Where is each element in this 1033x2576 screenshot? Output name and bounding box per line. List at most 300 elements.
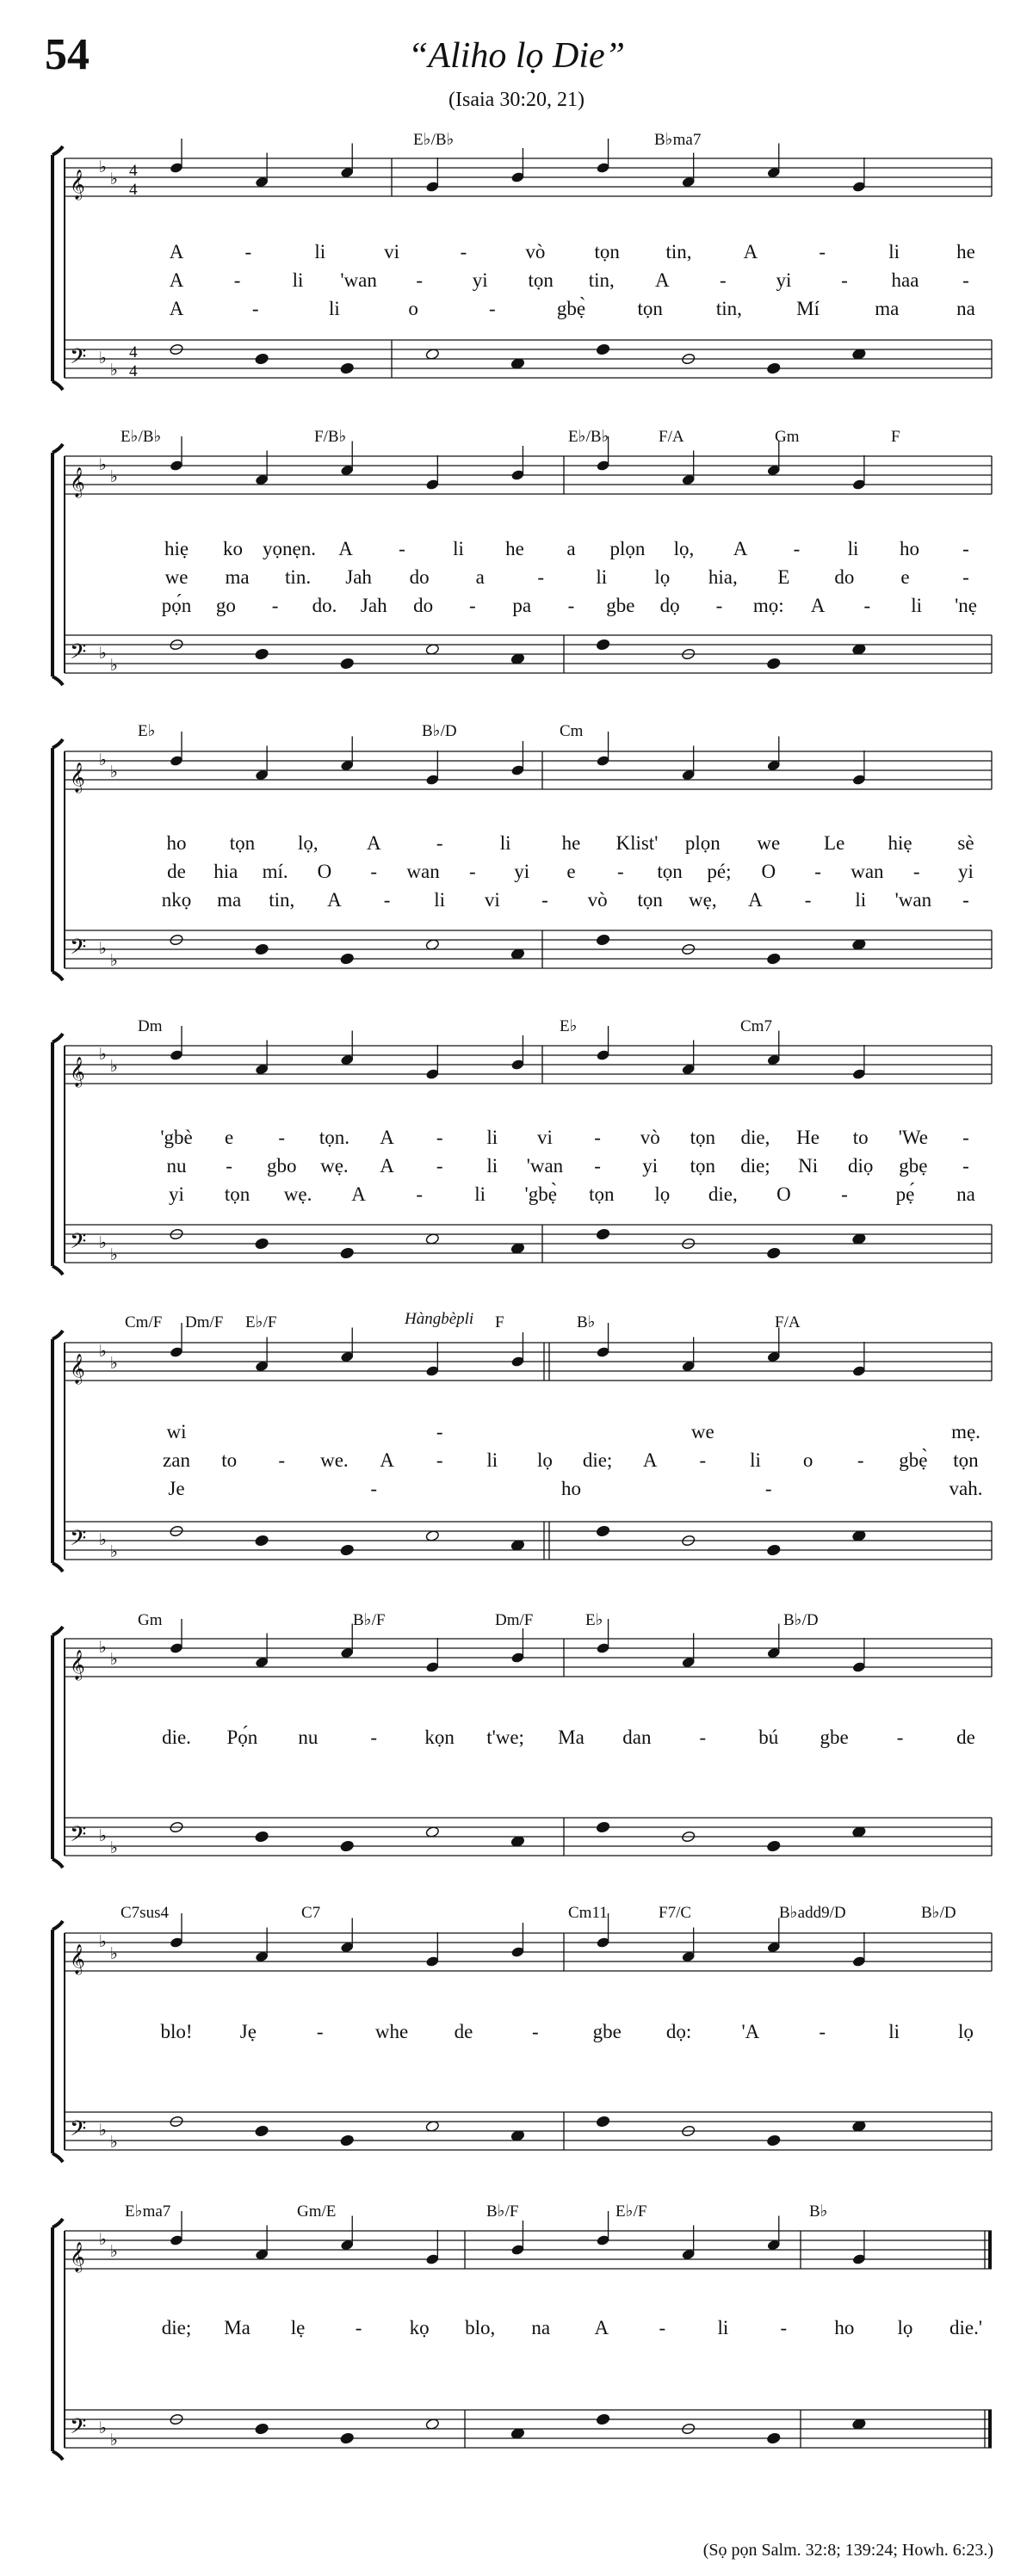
lyric-syllable: A xyxy=(733,538,748,559)
lyric-syllable: A xyxy=(594,2317,609,2338)
lyric-syllable: li xyxy=(486,1155,498,1177)
lyric-syllable: A xyxy=(380,1449,394,1471)
key-signature-flat: ♭ xyxy=(99,2231,107,2249)
lyric-syllable: he xyxy=(505,538,524,559)
lyric-syllable: ma xyxy=(217,889,242,911)
lyric-syllable: - xyxy=(436,1127,443,1148)
chord-symbol: E♭/F xyxy=(615,2202,647,2221)
notehead xyxy=(596,934,610,946)
lyric-syllable: ko xyxy=(223,538,243,559)
lyric-syllable: mọ: xyxy=(752,595,784,616)
lyric-syllable: 'gbẹ̀ xyxy=(524,1183,557,1205)
lyric-syllable: 'We xyxy=(898,1127,928,1148)
system-bracket xyxy=(53,1331,63,1572)
lyric-syllable: Ni xyxy=(798,1155,819,1177)
lyric-syllable: zan xyxy=(163,1449,190,1471)
lyric-syllable: tọn xyxy=(637,889,663,911)
bass-clef: 𝄢 xyxy=(70,1823,87,1851)
treble-staff xyxy=(65,1046,992,1084)
lyric-syllable: O xyxy=(317,861,332,882)
lyric-syllable: tọn xyxy=(657,861,683,882)
lyric-syllable: A xyxy=(169,241,184,263)
key-signature-flat: ♭ xyxy=(99,349,107,368)
lyric-syllable: o xyxy=(408,298,418,319)
chord-symbol: E♭/B♭ xyxy=(121,428,162,446)
lyric-syllable: He xyxy=(796,1127,820,1148)
lyric-syllable: - xyxy=(814,861,821,882)
bass-staff xyxy=(65,1818,992,1856)
lyric-syllable: - xyxy=(962,269,969,291)
chord-symbol: Cm7 xyxy=(740,1017,772,1035)
lyric-syllable: e xyxy=(566,861,576,882)
hymn-title: “Aliho lọ Die” xyxy=(407,36,626,76)
lyric-syllable: na xyxy=(956,1183,975,1205)
lyric-syllable: - xyxy=(857,1449,864,1471)
bass-staff xyxy=(65,2410,992,2448)
key-signature-flat: ♭ xyxy=(110,468,118,486)
bass-clef: 𝄢 xyxy=(70,2117,87,2146)
lyric-syllable: tọn xyxy=(690,1127,716,1148)
lyric-syllable: tọn xyxy=(528,269,554,291)
lyric-syllable: li xyxy=(486,1449,498,1471)
chord-symbol: F/A xyxy=(775,1313,801,1331)
chord-symbol: F/A xyxy=(659,428,684,446)
lyric-syllable: - xyxy=(819,2021,826,2042)
lyric-syllable: - xyxy=(271,595,279,616)
lyric-syllable: na xyxy=(531,2317,551,2338)
lyric-syllable: gbẹ̀ xyxy=(899,1449,928,1471)
chord-symbol: Dm/F xyxy=(185,1313,224,1331)
lyric-syllable: blo, xyxy=(465,2317,496,2338)
key-signature-flat: ♭ xyxy=(99,1933,107,1951)
lyric-syllable: - xyxy=(699,1727,707,1748)
lyric-syllable: yi xyxy=(472,269,488,291)
chord-symbol: E♭ xyxy=(138,722,156,740)
chord-symbol: F xyxy=(891,428,900,446)
lyric-syllable: ma xyxy=(875,298,900,319)
bass-staff xyxy=(65,930,992,968)
lyric-syllable: - xyxy=(804,889,812,911)
lyric-syllable: O xyxy=(761,861,776,882)
lyric-syllable: we xyxy=(164,566,189,588)
key-signature-flat: ♭ xyxy=(110,361,118,380)
lyric-syllable: whe xyxy=(374,2021,409,2042)
lyric-syllable: A xyxy=(338,538,353,559)
lyric-syllable: go xyxy=(215,595,236,616)
lyric-syllable: - xyxy=(962,566,969,588)
chord-symbol: F xyxy=(495,1313,504,1331)
chord-symbol: B♭/D xyxy=(921,1904,956,1922)
chord-symbol: E♭/F xyxy=(245,1313,277,1331)
treble-clef: 𝄞 xyxy=(70,1945,85,1974)
lyric-syllable: 'wan xyxy=(340,269,377,291)
lyric-syllable: - xyxy=(715,595,723,616)
lyric-syllable: 'nẹ xyxy=(955,595,977,616)
notehead xyxy=(766,362,781,374)
treble-clef: 𝄞 xyxy=(70,763,85,792)
treble-staff xyxy=(65,2231,992,2269)
chord-symbol: C7 xyxy=(301,1904,321,1922)
bass-staff xyxy=(65,635,992,673)
scripture-reference: (Isaia 30:20, 21) xyxy=(448,89,585,111)
bass-clef: 𝄢 xyxy=(70,640,87,669)
lyric-syllable: gbe xyxy=(820,1727,849,1748)
chord-symbol: E♭/B♭ xyxy=(568,428,609,446)
lyric-syllable: Klist' xyxy=(615,832,659,854)
lyric-syllable: to xyxy=(221,1449,238,1471)
chord-symbol: Cm/F xyxy=(125,1313,163,1331)
lyric-syllable: nkọ xyxy=(161,889,192,911)
lyric-syllable: lọ xyxy=(958,2021,974,2042)
lyric-syllable: - xyxy=(594,1155,601,1177)
lyric-syllable: do xyxy=(413,595,434,616)
lyric-syllable: - xyxy=(233,269,241,291)
key-signature-flat: ♭ xyxy=(99,1531,107,1549)
chord-symbol: Dm/F xyxy=(495,1611,534,1629)
lyric-syllable: - xyxy=(436,1449,443,1471)
lyric-syllable: A xyxy=(748,889,763,911)
chord-symbol: B♭add9/D xyxy=(779,1904,846,1922)
lyric-syllable: lọ xyxy=(654,1183,671,1205)
lyric-syllable: vi xyxy=(384,241,400,263)
lyric-syllable: - xyxy=(226,1155,232,1177)
lyric-syllable: e xyxy=(900,566,910,588)
notehead xyxy=(340,1544,355,1556)
notehead xyxy=(255,943,269,955)
lyric-syllable: 'gbè xyxy=(160,1127,193,1148)
lyric-syllable: Mí xyxy=(796,298,820,319)
lyric-syllable: - xyxy=(531,2021,539,2042)
lyric-syllable: A xyxy=(810,595,826,616)
lyric-syllable: - xyxy=(616,861,624,882)
lyric-syllable: ho xyxy=(561,1478,581,1499)
lyric-syllable: de xyxy=(956,1727,975,1748)
notehead xyxy=(340,1247,355,1259)
treble-clef: 𝄞 xyxy=(70,1355,85,1383)
system-bracket xyxy=(53,444,63,685)
notehead xyxy=(596,639,610,651)
system-bracket xyxy=(53,1627,63,1868)
notehead xyxy=(255,1535,269,1547)
chord-symbol: C7sus4 xyxy=(121,1904,169,1922)
notehead xyxy=(766,1840,781,1852)
chord-symbol: B♭/F xyxy=(353,1611,386,1629)
hymn-number: 54 xyxy=(45,30,90,79)
key-signature-flat: ♭ xyxy=(99,1046,107,1064)
lyric-syllable: die; xyxy=(161,2317,192,2338)
lyric-syllable: vò xyxy=(525,241,546,263)
lyric-syllable: e xyxy=(225,1127,234,1148)
lyric-syllable: - xyxy=(469,861,476,882)
lyric-syllable: we. xyxy=(320,1449,349,1471)
lyric-syllable: - xyxy=(863,595,871,616)
lyric-syllable: tọn xyxy=(589,1183,615,1205)
key-signature-flat: ♭ xyxy=(110,2134,118,2152)
treble-staff xyxy=(65,751,992,789)
lyric-syllable: pa xyxy=(512,595,532,616)
lyric-syllable: lọ, xyxy=(298,832,319,854)
bass-clef: 𝄢 xyxy=(70,1527,87,1555)
key-signature-flat: ♭ xyxy=(110,1246,118,1264)
key-signature-flat: ♭ xyxy=(110,1058,118,1076)
lyric-syllable: - xyxy=(962,1155,969,1177)
lyric-syllable: gbẹ xyxy=(899,1155,928,1177)
lyric-syllable: 'A xyxy=(741,2021,760,2042)
chord-symbol: F7/C xyxy=(659,1904,692,1922)
lyric-syllable: tin. xyxy=(285,566,312,588)
lyric-syllable: vi xyxy=(484,889,500,911)
lyric-syllable: - xyxy=(278,1127,286,1148)
lyric-syllable: A xyxy=(169,269,184,291)
lyric-syllable: yi xyxy=(642,1155,659,1177)
lyric-syllable: li xyxy=(847,538,859,559)
lyric-syllable: lọ xyxy=(897,2317,913,2338)
key-signature-flat: ♭ xyxy=(110,952,118,970)
lyric-syllable: vò xyxy=(640,1127,660,1148)
key-signature-flat: ♭ xyxy=(110,1543,118,1561)
chord-symbol: Gm/E xyxy=(297,2202,337,2221)
lyric-syllable: sè xyxy=(957,832,974,854)
lyric-syllable: de xyxy=(167,861,186,882)
lyric-syllable: pọ́n xyxy=(161,595,192,616)
lyric-syllable: - xyxy=(819,241,826,263)
lyric-syllable: - xyxy=(416,269,423,291)
notehead xyxy=(340,1840,355,1852)
lyric-syllable: - xyxy=(436,1155,443,1177)
notehead xyxy=(766,658,781,670)
lyric-syllable: - xyxy=(896,1727,904,1748)
chord-symbol: Cm11 xyxy=(568,1904,608,1922)
treble-staff xyxy=(65,456,992,494)
lyric-syllable: tin, xyxy=(715,298,742,319)
lyric-syllable: wi xyxy=(166,1421,187,1442)
lyric-syllable: - xyxy=(962,889,969,911)
lyric-syllable: A xyxy=(327,889,342,911)
bass-staff xyxy=(65,1225,992,1263)
lyric-syllable: hia xyxy=(213,861,238,882)
system-4 xyxy=(53,1017,992,1275)
footer-scripture-reference: (Sọ pọn Salm. 32:8; 139:24; Howh. 6:23.) xyxy=(702,2541,993,2560)
bass-staff xyxy=(65,340,992,378)
lyric-syllable: yọnẹn. xyxy=(263,538,316,559)
lyric-syllable: - xyxy=(537,566,545,588)
lyric-syllable: - xyxy=(416,1183,423,1205)
lyric-syllable: - xyxy=(355,2317,362,2338)
bass-clef: 𝄢 xyxy=(70,345,87,374)
bass-clef: 𝄢 xyxy=(70,1230,87,1258)
lyric-syllable: Ma xyxy=(558,1727,585,1748)
lyric-syllable: - xyxy=(912,861,920,882)
lyric-syllable: lọ xyxy=(654,566,671,588)
lyric-syllable: dan xyxy=(622,1727,652,1748)
time-signature-bottom: 4 xyxy=(129,181,138,199)
lyric-syllable: Jah xyxy=(345,566,372,588)
lyric-syllable: - xyxy=(244,241,252,263)
key-signature-flat: ♭ xyxy=(99,158,107,176)
lyric-syllable: - xyxy=(370,1478,378,1499)
chord-symbol: B♭/D xyxy=(783,1611,819,1629)
lyric-syllable: 'wan xyxy=(526,1155,564,1177)
system-2 xyxy=(53,428,992,685)
lyric-syllable: ho xyxy=(900,538,919,559)
lyric-syllable: - xyxy=(370,1727,378,1748)
chord-symbol: B♭ xyxy=(577,1313,596,1331)
lyric-syllable: dọ: xyxy=(665,2021,692,2042)
lyric-syllable: - xyxy=(962,1127,969,1148)
lyric-syllable: vi xyxy=(536,1127,553,1148)
system-bracket xyxy=(53,2219,63,2460)
lyric-syllable: - xyxy=(841,269,848,291)
key-signature-flat: ♭ xyxy=(110,2243,118,2261)
notehead xyxy=(596,2413,610,2425)
lyric-syllable: lẹ xyxy=(290,2317,306,2338)
notehead xyxy=(255,2423,269,2435)
lyric-syllable: die; xyxy=(582,1449,613,1471)
system-3 xyxy=(53,722,992,980)
system-bracket xyxy=(53,1921,63,2162)
system-bracket xyxy=(53,1034,63,1275)
lyric-syllable: - xyxy=(841,1183,848,1205)
lyric-syllable: A xyxy=(351,1183,366,1205)
lyric-syllable: tọn xyxy=(229,832,256,854)
tempo-marking: Hàngbèpli xyxy=(405,1310,474,1328)
notehead xyxy=(255,648,269,660)
lyric-syllable: t'we; xyxy=(486,1727,524,1748)
chord-symbol: Gm xyxy=(775,428,800,446)
lyric-syllable: A xyxy=(380,1155,394,1177)
notehead xyxy=(255,2125,269,2137)
lyric-syllable: A xyxy=(169,298,184,319)
key-signature-flat: ♭ xyxy=(99,1343,107,1361)
system-5 xyxy=(53,1310,992,1572)
lyric-syllable: A xyxy=(743,241,758,263)
lyric-syllable: - xyxy=(488,298,496,319)
chord-symbol: Gm xyxy=(138,1611,163,1629)
notehead xyxy=(255,1831,269,1843)
lyric-syllable: li xyxy=(314,241,326,263)
lyric-syllable: - xyxy=(251,298,259,319)
lyric-syllable: a xyxy=(475,566,485,588)
treble-staff xyxy=(65,1343,992,1381)
chord-symbol: Cm xyxy=(560,722,584,740)
lyric-syllable: A xyxy=(642,1449,658,1471)
lyric-syllable: to xyxy=(852,1127,869,1148)
lyric-syllable: - xyxy=(460,241,467,263)
lyric-syllable: A xyxy=(380,1127,394,1148)
lyric-syllable: nu xyxy=(166,1155,187,1177)
time-signature-top: 4 xyxy=(129,343,138,361)
lyric-syllable: die, xyxy=(740,1127,770,1148)
lyric-syllable: li xyxy=(855,889,867,911)
key-signature-flat: ♭ xyxy=(99,751,107,769)
lyric-syllable: yi xyxy=(514,861,530,882)
lyric-syllable: he xyxy=(956,241,975,263)
lyric-syllable: wẹ. xyxy=(283,1183,312,1205)
chord-symbol: E♭ xyxy=(585,1611,603,1629)
lyric-syllable: wẹ. xyxy=(320,1155,349,1177)
lyric-syllable: Je xyxy=(168,1478,185,1499)
lyric-syllable: tọn xyxy=(953,1449,979,1471)
lyric-syllable: ho xyxy=(166,832,187,854)
lyric-syllable: li xyxy=(434,889,446,911)
notehead xyxy=(596,1525,610,1537)
lyric-syllable: - xyxy=(793,538,801,559)
chord-symbol: B♭/F xyxy=(486,2202,519,2221)
lyric-syllable: ho xyxy=(834,2317,855,2338)
lyric-syllable: hia, xyxy=(708,566,738,588)
treble-staff xyxy=(65,1933,992,1971)
lyric-syllable: wan xyxy=(406,861,440,882)
lyric-syllable: tọn xyxy=(637,298,663,319)
lyric-syllable: - xyxy=(436,832,443,854)
lyric-syllable: - xyxy=(764,1478,772,1499)
lyric-syllable: die.' xyxy=(949,2317,982,2338)
notehead xyxy=(255,1238,269,1250)
lyric-syllable: tọn xyxy=(224,1183,251,1205)
key-signature-flat: ♭ xyxy=(110,170,118,188)
notehead xyxy=(340,362,355,374)
lyric-syllable: - xyxy=(436,1421,443,1442)
lyric-syllable: E xyxy=(777,566,790,588)
treble-clef: 𝄞 xyxy=(70,170,85,199)
notehead xyxy=(340,658,355,670)
bass-staff xyxy=(65,2112,992,2150)
system-bracket xyxy=(53,739,63,980)
lyric-syllable: he xyxy=(561,832,581,854)
lyric-syllable: a xyxy=(566,538,576,559)
lyric-syllable: li xyxy=(911,595,923,616)
lyric-syllable: die, xyxy=(708,1183,738,1205)
lyric-syllable: li xyxy=(499,832,511,854)
lyric-syllable: li xyxy=(486,1127,498,1148)
lyric-syllable: nu xyxy=(298,1727,319,1748)
lyric-syllable: - xyxy=(399,538,405,559)
lyric-syllable: yi xyxy=(169,1183,184,1205)
notehead xyxy=(766,1544,781,1556)
lyric-syllable: ma xyxy=(225,566,250,588)
lyric-syllable: we xyxy=(690,1421,714,1442)
lyric-syllable: - xyxy=(720,269,727,291)
lyric-syllable: vah. xyxy=(949,1478,983,1499)
lyric-syllable: li xyxy=(292,269,304,291)
notehead xyxy=(766,1247,781,1259)
lyric-syllable: Ma xyxy=(224,2317,251,2338)
treble-clef: 𝄞 xyxy=(70,468,85,497)
notehead xyxy=(766,2432,781,2444)
lyric-syllable: haa xyxy=(891,269,919,291)
time-signature-top: 4 xyxy=(129,162,138,180)
lyric-syllable: A xyxy=(654,269,670,291)
system-8 xyxy=(53,2202,992,2460)
key-signature-flat: ♭ xyxy=(99,1827,107,1845)
lyric-syllable: gbo xyxy=(267,1155,297,1177)
lyric-syllable: li xyxy=(888,241,900,263)
lyric-syllable: - xyxy=(567,595,575,616)
bass-clef: 𝄢 xyxy=(70,936,87,964)
lyric-syllable: tin, xyxy=(588,269,615,291)
treble-clef: 𝄞 xyxy=(70,1651,85,1679)
lyric-syllable: pẹ́ xyxy=(895,1183,915,1205)
lyric-syllable: tọn xyxy=(690,1155,716,1177)
time-signature-bottom: 4 xyxy=(129,362,138,380)
key-signature-flat: ♭ xyxy=(110,2431,118,2449)
lyric-syllable: de xyxy=(454,2021,473,2042)
notehead xyxy=(255,353,269,365)
lyric-syllable: li xyxy=(888,2021,900,2042)
lyric-syllable: tọn xyxy=(594,241,620,263)
lyric-syllable: li xyxy=(329,298,340,319)
lyric-syllable: Jah xyxy=(360,595,387,616)
